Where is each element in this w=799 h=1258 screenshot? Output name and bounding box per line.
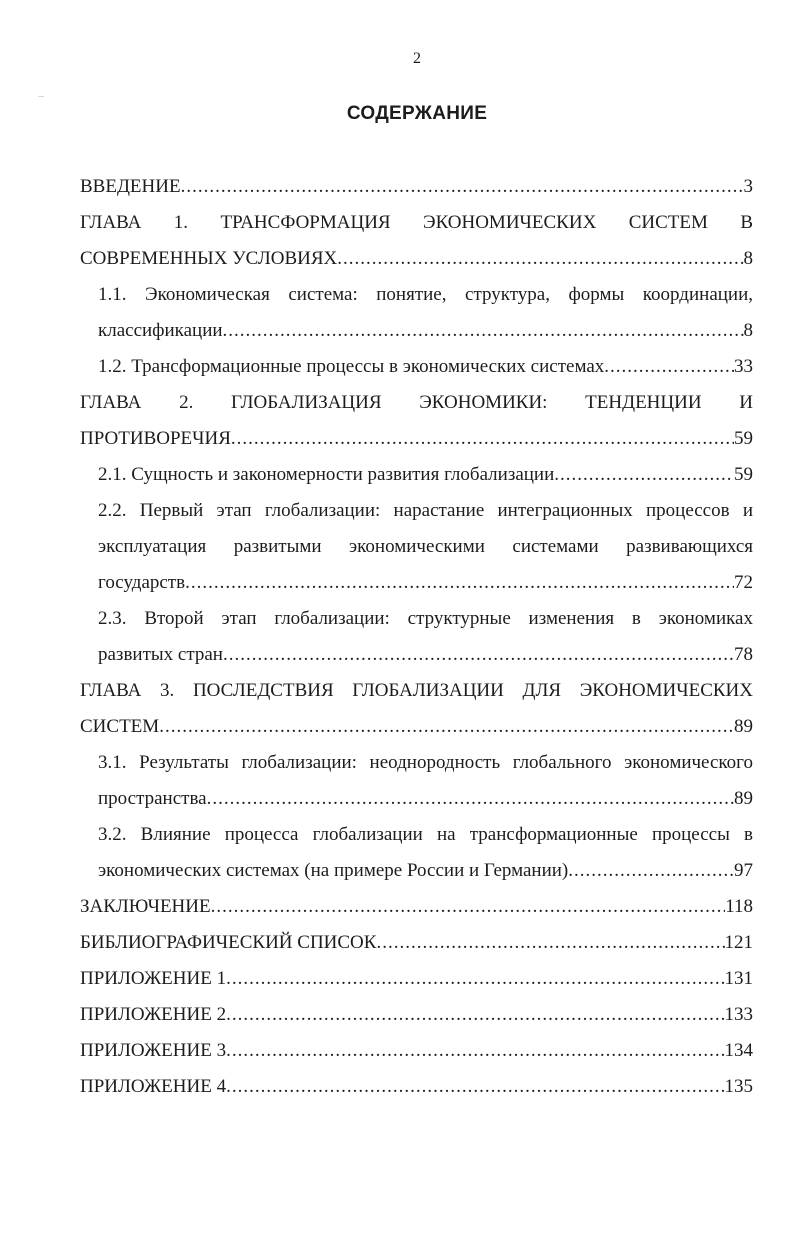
- toc-entry-title-line: 2.3. Второй этап глобализации: структурные изменения в экономиках: [98, 608, 753, 629]
- toc-entry-appendix-3[interactable]: [80, 1033, 753, 1069]
- toc-entry-page: 3: [743, 176, 753, 197]
- toc-entry-introduction[interactable]: [80, 169, 753, 205]
- dot-leader: [207, 781, 734, 817]
- toc-entry-page: 8: [743, 248, 753, 269]
- toc-entry-title: ВВЕДЕНИЕ: [80, 176, 181, 197]
- dot-leader: [337, 241, 743, 277]
- toc-entry-page: 135: [724, 1076, 753, 1097]
- toc-entry-chapter-2[interactable]: [80, 385, 753, 457]
- toc-entry-title-line: ГЛАВА 3. ПОСЛЕДСТВИЯ ГЛОБАЛИЗАЦИИ ДЛЯ ЭКОНОМИЧЕСКИХ: [80, 680, 753, 701]
- page-title: СОДЕРЖАНИЕ: [346, 103, 488, 124]
- dot-leader: [376, 925, 724, 961]
- toc-entry-section-2-2[interactable]: [98, 493, 753, 601]
- toc-entry-appendix-4[interactable]: [80, 1069, 753, 1105]
- toc-entry-title-line: 1.1. Экономическая система: понятие, структура, формы координации,: [98, 284, 753, 305]
- toc-entry-title-line: пространства: [98, 788, 207, 809]
- toc-entry-title-line: 3.1. Результаты глобализации: неоднородность глобального экономического: [98, 752, 753, 773]
- dot-leader: [226, 961, 724, 997]
- toc-entry-title: БИБЛИОГРАФИЧЕСКИЙ СПИСОК: [80, 932, 377, 953]
- toc-entry-title-line: классификации: [98, 320, 223, 341]
- toc-entry-page: 131: [724, 968, 753, 989]
- dot-leader: [223, 637, 734, 673]
- margin-mark: [38, 96, 44, 97]
- toc-entry-section-2-3[interactable]: [98, 601, 753, 673]
- dot-leader: [211, 889, 726, 925]
- toc-entry-title-line: экономических системах (на примере России и Германии): [98, 860, 569, 881]
- toc-entry-page: 118: [725, 896, 753, 917]
- toc-entry-page: 121: [724, 932, 753, 953]
- toc-entry-page: 89: [734, 716, 753, 737]
- toc-entry-page: 134: [724, 1040, 753, 1061]
- dot-leader: [226, 1033, 724, 1069]
- toc-entry-page: 97: [734, 860, 753, 881]
- toc-entry-page: 78: [734, 644, 753, 665]
- toc-entry-section-2-1[interactable]: [98, 457, 753, 493]
- toc-entry-title-line: СОВРЕМЕННЫХ УСЛОВИЯХ: [80, 248, 338, 269]
- toc-entry-bibliography[interactable]: [80, 925, 753, 961]
- toc-entry-page: 59: [734, 428, 753, 449]
- toc-entry-title-line: ГЛАВА 2. ГЛОБАЛИЗАЦИЯ ЭКОНОМИКИ: ТЕНДЕНЦИИ И: [80, 392, 753, 413]
- toc-entry-section-1-1[interactable]: [98, 277, 753, 349]
- toc-entry-title: ПРИЛОЖЕНИЕ 1: [80, 968, 227, 989]
- toc-entry-title-line: ПРОТИВОРЕЧИЯ: [80, 428, 231, 449]
- toc-entry-title: ЗАКЛЮЧЕНИЕ: [80, 896, 211, 917]
- toc-entry-title-line: 3.2. Влияние процесса глобализации на трансформационные процессы в: [98, 824, 753, 845]
- dot-leader: [568, 853, 734, 889]
- toc-entry-chapter-1[interactable]: [80, 205, 753, 277]
- toc-entry-title-line: СИСТЕМ: [80, 716, 160, 737]
- dot-leader: [226, 997, 724, 1033]
- toc-entry-appendix-1[interactable]: [80, 961, 753, 997]
- toc-entry-page: 8: [743, 320, 753, 341]
- toc-entry-page: 133: [724, 1004, 753, 1025]
- toc-entry-page: 89: [734, 788, 753, 809]
- dot-leader: [223, 313, 744, 349]
- toc-entry-title-line: 2.2. Первый этап глобализации: нарастание интеграционных процессов и: [98, 500, 753, 521]
- table-of-contents: [80, 169, 753, 1105]
- toc-entry-page: 33: [734, 356, 753, 377]
- toc-entry-section-3-2[interactable]: [98, 817, 753, 889]
- toc-entry-page: 72: [734, 572, 753, 593]
- toc-entry-section-3-1[interactable]: [98, 745, 753, 817]
- toc-entry-appendix-2[interactable]: [80, 997, 753, 1033]
- toc-entry-title-line: эксплуатация развитыми экономическими системами развивающихся: [98, 536, 753, 557]
- dot-leader: [181, 169, 744, 205]
- dot-leader: [159, 709, 734, 745]
- toc-entry-conclusion[interactable]: [80, 889, 753, 925]
- toc-entry-title: ПРИЛОЖЕНИЕ 2: [80, 1004, 227, 1025]
- page-number: 2: [413, 50, 421, 67]
- toc-entry-chapter-3[interactable]: [80, 673, 753, 745]
- toc-entry-title-line: ГЛАВА 1. ТРАНСФОРМАЦИЯ ЭКОНОМИЧЕСКИХ СИСТЕМ В: [80, 212, 753, 233]
- toc-entry-page: 59: [734, 464, 753, 485]
- toc-entry-section-1-2[interactable]: [98, 349, 753, 385]
- dot-leader: [604, 349, 734, 385]
- toc-entry-title: ПРИЛОЖЕНИЕ 3: [80, 1040, 227, 1061]
- dot-leader: [226, 1069, 724, 1105]
- toc-entry-title-line: государств: [98, 572, 186, 593]
- toc-entry-title: 2.1. Сущность и закономерности развития глобализации: [98, 464, 555, 485]
- toc-entry-title-line: развитых стран: [98, 644, 223, 665]
- toc-entry-title: 1.2. Трансформационные процессы в экономических системах: [98, 356, 605, 377]
- toc-entry-title: ПРИЛОЖЕНИЕ 4: [80, 1076, 227, 1097]
- dot-leader: [554, 457, 734, 493]
- dot-leader: [231, 421, 734, 457]
- dot-leader: [185, 565, 734, 601]
